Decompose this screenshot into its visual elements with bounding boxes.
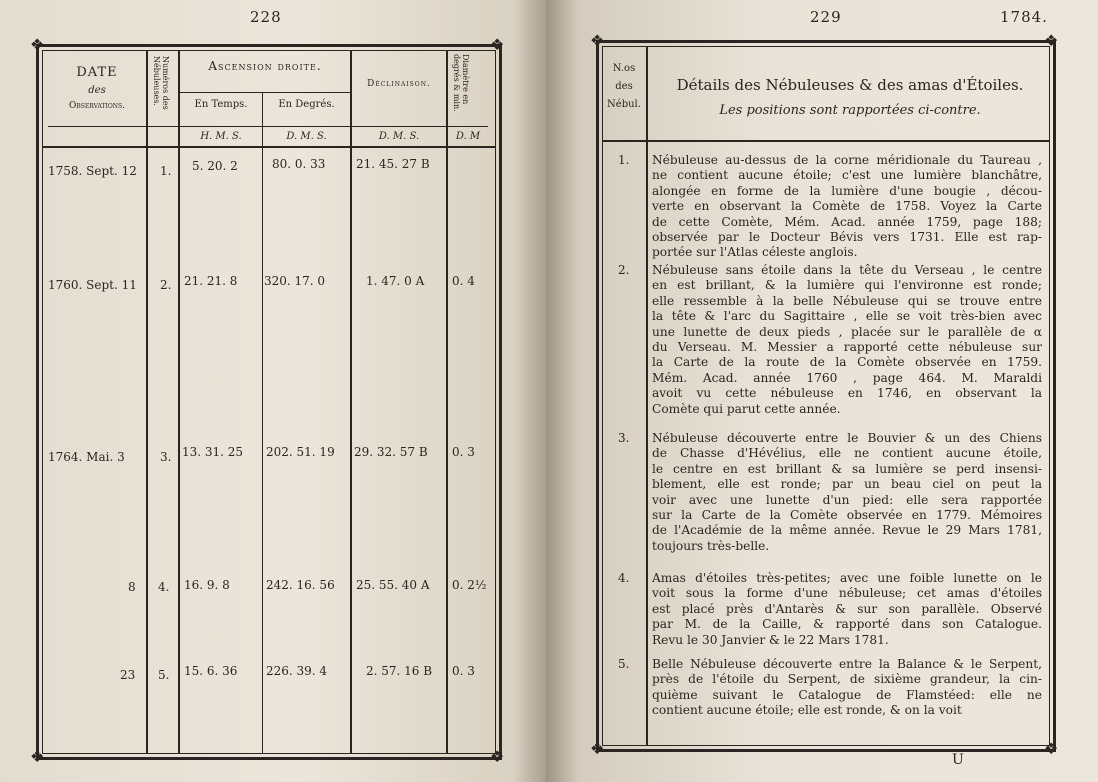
header-numeros: Numéros des Nébuleuses. <box>152 56 170 110</box>
entry-text-line: ne contient aucune étoile; c'est une lumière blanchâtre, <box>652 168 1042 183</box>
header-declinaison: Déclinaison. <box>367 79 431 89</box>
corner-ornament-icon: ❖ <box>490 747 505 766</box>
cell-degres: 242. 16. 56 <box>266 578 335 592</box>
cell-num: 1. <box>160 164 172 178</box>
cell-decl: 25. 55. 40 A <box>356 578 430 592</box>
cell-diam: 0. 4 <box>452 274 475 288</box>
column-rule <box>262 92 263 754</box>
cell-diam: 0. 3 <box>452 445 475 459</box>
entry-text-line: près de l'étoile du Serpent, de sixième grandeur, la cin- <box>652 672 1042 687</box>
entry-text-line: la tête & l'arc du Sagittaire , elle se voit très-bien avec <box>652 309 1042 324</box>
entry-text-line: Belle Nébuleuse découverte entre la Balance & le Serpent, <box>652 657 1042 671</box>
header-date: DATE <box>76 65 118 80</box>
entry-text-line: du Verseau. M. Messier a rapporté cette nébuleuse sur <box>652 340 1042 354</box>
corner-ornament-icon: ❖ <box>1044 739 1059 758</box>
corner-ornament-icon: ❖ <box>490 35 505 54</box>
cell-num: 4. <box>158 580 170 594</box>
entry-text-line: portée sur l'Atlas céleste anglois. <box>652 245 858 260</box>
cell-degres: 226. 39. 4 <box>266 664 328 678</box>
col-label-nos: N.os <box>612 63 636 74</box>
entry-text-line: de l'Académie de la même année. Revue le 29 Mars 1781, <box>652 523 1042 538</box>
page-subtitle: Les positions sont rapportées ci-contre. <box>719 103 981 118</box>
header-rule <box>48 126 488 127</box>
column-rule <box>178 50 180 754</box>
column-rule <box>146 50 148 754</box>
right-page-number: 229 <box>810 8 842 26</box>
corner-ornament-icon: ❖ <box>590 31 605 50</box>
cell-decl: 21. 45. 27 B <box>356 157 430 171</box>
entry-number: 4. <box>618 571 630 585</box>
column-rule <box>646 46 648 746</box>
entry-text-line: sur la Carte de la Comète observée en 1779. Mémoires <box>652 508 1042 522</box>
entry-text-line: de cette Comète, Mém. Acad. année 1759, page 188; <box>652 214 1042 229</box>
cell-decl: 2. 57. 16 B <box>366 664 433 678</box>
cell-temps: 16. 9. 8 <box>184 578 230 592</box>
entry-text-line: Nébuleuse découverte entre le Bouvier & un des Chiens <box>652 431 1042 445</box>
header-diametre: Diamètre en degrés & min. <box>452 54 470 112</box>
header-rule <box>602 140 1050 142</box>
entry-text-line: toujours très-belle. <box>652 538 770 553</box>
col-label-des: des <box>615 81 633 92</box>
corner-ornament-icon: ❖ <box>1044 31 1059 50</box>
entry-text-line: Mém. Acad. année 1760 , page 464. M. Maraldi <box>652 370 1042 385</box>
entry-text-line: Nébuleuse sans étoile dans la tête du Verseau , le centre <box>652 263 1042 277</box>
column-rule <box>350 50 352 754</box>
entry-text-line: alongée en forme de la lumière d'une bougie , décou- <box>652 183 1042 198</box>
cell-num: 5. <box>158 668 170 682</box>
unit-dms: D. M. S. <box>286 131 327 142</box>
entry-text-line: Comète qui parut cette année. <box>652 401 841 416</box>
entry-number: 2. <box>618 263 630 277</box>
entry-number: 1. <box>618 153 630 167</box>
cell-num: 2. <box>160 278 172 292</box>
entry-text-line: avoit vu cette nébuleuse en 1746, en observant la <box>652 386 1042 401</box>
corner-ornament-icon: ❖ <box>30 35 45 54</box>
entry-number: 5. <box>618 657 630 671</box>
unit-hms: H. M. S. <box>200 131 242 142</box>
cell-diam: 0. 3 <box>452 664 475 678</box>
column-rule <box>446 50 448 754</box>
header-rule <box>42 146 496 148</box>
entry-text-line: est placé près d'Antarès & sur son parallèle. Observé <box>652 601 1042 616</box>
col-label-nebul: Nébul. <box>607 99 641 110</box>
entry-text-line: Nébuleuse au-dessus de la corne méridionale du Taureau , <box>652 153 1042 167</box>
cell-decl: 1. 47. 0 A <box>366 274 425 288</box>
entry-text-line: quième suivant le Catalogue de Flamstéed: elle ne <box>652 687 1042 702</box>
entry-text-line: la Carte de la route de la Comète observée en 1759. <box>652 355 1042 370</box>
corner-ornament-icon: ❖ <box>590 739 605 758</box>
right-page-year: 1784. <box>1000 8 1048 26</box>
cell-diam: 0. 2½ <box>452 578 487 592</box>
left-page <box>0 0 546 782</box>
corner-ornament-icon: ❖ <box>30 747 45 766</box>
entry-text-line: une lunette de deux pieds , placée sur le parallèle de α <box>652 324 1042 339</box>
entry-text-line: par M. de la Caille, & rapporté dans son Catalogue. <box>652 617 1042 632</box>
signature-mark: U <box>952 752 964 768</box>
header-rule <box>180 92 350 93</box>
header-des: des <box>88 85 106 96</box>
entry-text-line: voir avec une lunette d'un pied: elle sera rapportée <box>652 492 1042 507</box>
entry-text-line: voit sous la forme d'une nébuleuse; cet amas d'étoiles <box>652 586 1042 601</box>
cell-date: 1760. Sept. 11 <box>48 278 137 292</box>
cell-date: 8 <box>128 580 136 594</box>
cell-temps: 5. 20. 2 <box>192 159 238 173</box>
entry-text-line: le centre en est brillant & sa lumière se perd insensi- <box>652 461 1042 476</box>
entry-text-line: en est brillant, & la lumière qui l'environne est ronde; <box>652 278 1042 293</box>
cell-degres: 202. 51. 19 <box>266 445 335 459</box>
unit-dm: D. M <box>455 131 481 142</box>
unit-dms: D. M. S. <box>378 131 420 142</box>
entry-text-line: de Chasse d'Hévélius, elle ne contient aucune étoile, <box>652 446 1042 461</box>
header-en-degres: En Degrés. <box>278 99 335 110</box>
cell-date: 1758. Sept. 12 <box>48 164 137 178</box>
header-ascension: Ascension droite. <box>208 59 322 73</box>
page-title: Détails des Nébuleuses & des amas d'Étoiles. <box>676 76 1024 94</box>
entry-number: 3. <box>618 431 630 445</box>
cell-date: 1764. Mai. 3 <box>48 450 125 464</box>
header-en-temps: En Temps. <box>194 99 248 110</box>
cell-degres: 320. 17. 0 <box>264 274 326 288</box>
cell-decl: 29. 32. 57 B <box>354 445 428 459</box>
entry-text-line: Revu le 30 Janvier & le 22 Mars 1781. <box>652 632 889 647</box>
cell-temps: 21. 21. 8 <box>184 274 238 288</box>
cell-degres: 80. 0. 33 <box>272 157 326 171</box>
entry-text-line: observée par le Docteur Bévis vers 1731. Elle est rap- <box>652 230 1042 244</box>
entry-text-line: Amas d'étoiles très-petites; avec une foible lunette on le <box>652 571 1042 585</box>
left-table-frame <box>36 44 502 760</box>
cell-temps: 15. 6. 36 <box>184 664 238 678</box>
entry-text-line: contient aucune étoile; elle est ronde, & on la voit <box>652 703 962 718</box>
left-page-number: 228 <box>250 8 282 26</box>
cell-num: 3. <box>160 450 172 464</box>
header-observations: Observations. <box>68 101 126 111</box>
entry-text-line: elle ressemble à la belle Nébuleuse qui se trouve entre <box>652 293 1042 308</box>
entry-text-line: blement, elle est ronde; par un beau ciel on peut la <box>652 477 1042 492</box>
cell-date: 23 <box>120 668 136 682</box>
entry-text-line: verte en observant la Comète de 1758. Voyez la Carte <box>652 199 1042 214</box>
cell-temps: 13. 31. 25 <box>182 445 244 459</box>
